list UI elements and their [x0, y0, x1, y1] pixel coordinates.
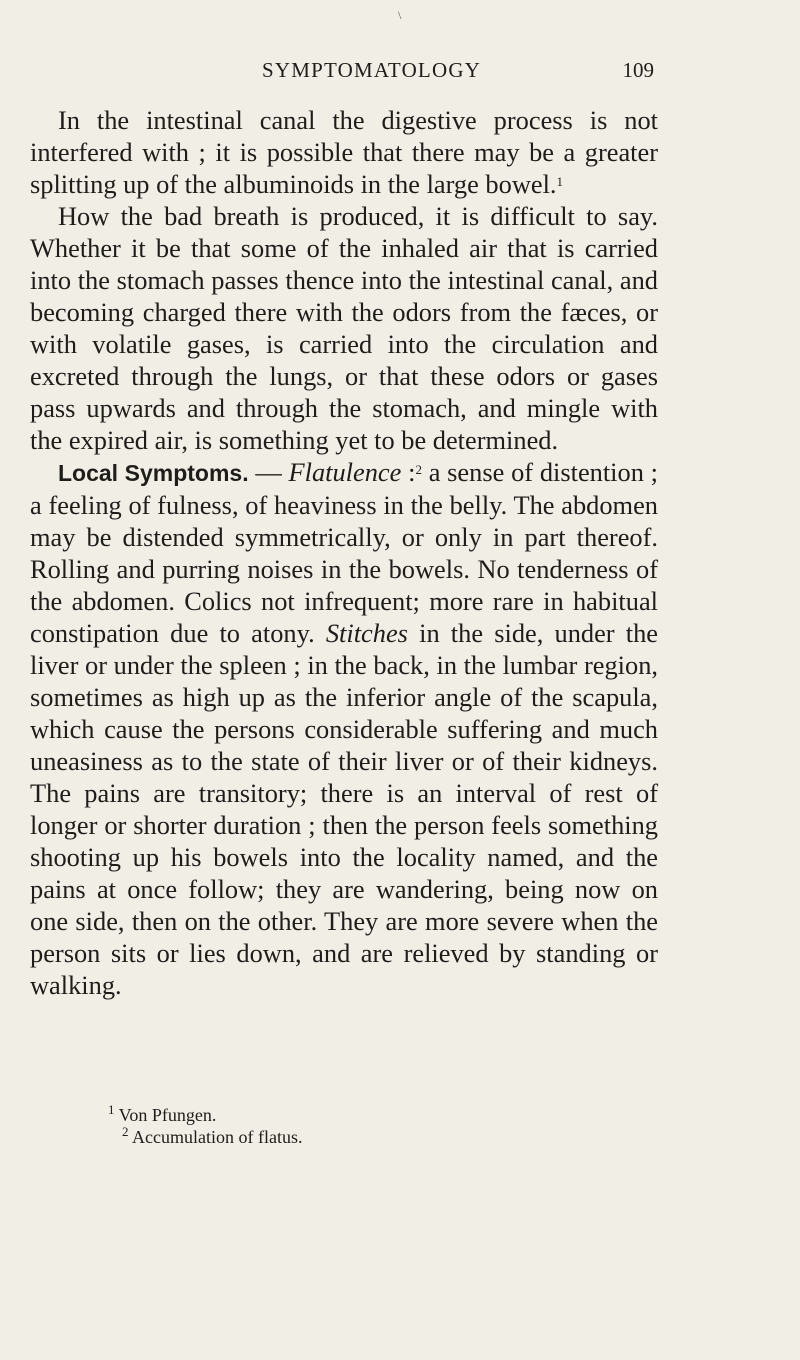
paragraph-text: How the bad breath is produced, it is difficult to say. Whether it be that some of the inhaled air that is carried into the stomach passes thence into the intestinal canal, and becoming charged there with the odors from the fæces, or with volatile gases, is carried into the circulation and excreted through the lungs, or that these odors or gases pass upwards and through the stomach, and mingle with the expired air, is something yet to be determined. [30, 201, 658, 455]
footnote-2 [108, 1126, 628, 1148]
page-header [262, 58, 654, 88]
term-stitches: Stitches [325, 618, 408, 648]
paragraph-bad-breath [30, 200, 658, 456]
footnote-text: Von Pfungen. [114, 1105, 217, 1125]
body-text [30, 104, 658, 1001]
page-number: 109 [622, 58, 654, 82]
paragraph-intestinal-canal [30, 104, 658, 200]
term-flatulence: Flatulence [288, 457, 402, 487]
footnote-1 [108, 1104, 628, 1126]
paragraph-local-symptoms [30, 456, 658, 1001]
footnote-mark-2: 2 [122, 1124, 129, 1139]
footnote-ref-2: 2 [415, 462, 422, 477]
running-head: SYMPTOMATOLOGY [262, 58, 482, 82]
paragraph-text: in the side, under the liver or under the spleen ; in the back, in the lumbar region, sometimes as high up as the inferior angle of the scapula, which cause the persons considerable suffering and much uneasiness as to the state of their liver or of their kidneys. The pains are transitory; there is an interval of rest of longer or shorter duration ; then the person feels something shooting up his bowels into the locality named, and the pains at once follow; they are wandering, being now on one side, then on the other. They are more severe when the person sits or lies down, and are relieved by standing or walking. [30, 618, 658, 1000]
footnote-ref-1: 1 [556, 174, 564, 189]
paragraph-text: a sense of distention ; a feeling of fulness, of heaviness in the belly. The abdomen may be distended symmetrically, or only in part thereof. Rolling and purring noises in the bowels. No tenderness of the abdomen. Colics not infrequent; more rare in habitual constipation due to atony. [30, 457, 658, 648]
footnote-text: Accumulation of flatus. [128, 1127, 303, 1147]
term-colon: : [401, 457, 416, 487]
heading-dash: — [248, 457, 289, 487]
section-heading: Local Symptoms. [58, 460, 249, 486]
stray-mark: \ [398, 8, 402, 22]
footnotes [108, 1104, 628, 1148]
paragraph-text: In the intestinal canal the digestive process is not interfered with ; it is possible that there may be a greater splitting up of the albuminoids in the large bowel. [30, 105, 658, 199]
footnote-mark-1: 1 [108, 1102, 115, 1117]
